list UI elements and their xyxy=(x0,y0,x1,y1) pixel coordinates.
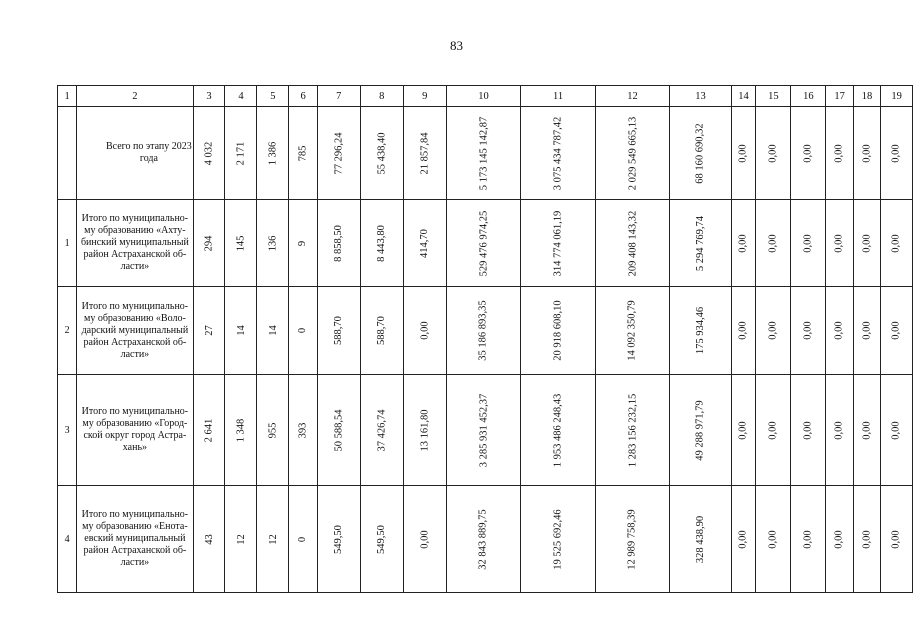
cell-value: 37 426,74 xyxy=(376,409,388,451)
cell-value: 0,00 xyxy=(861,143,873,163)
value-cell xyxy=(225,287,257,375)
cell-value: 3 285 931 452,37 xyxy=(478,393,490,467)
cell-value: 1 386 xyxy=(267,141,279,165)
cell-value: 1 283 156 232,15 xyxy=(627,393,639,467)
value-cell xyxy=(225,107,257,200)
value-cell xyxy=(257,200,289,287)
cell-value: 0,00 xyxy=(737,321,749,340)
cell-value: 20 918 608,10 xyxy=(552,300,564,361)
column-number: 11 xyxy=(521,86,596,107)
column-number: 7 xyxy=(317,86,360,107)
cell-value: 0,00 xyxy=(767,529,779,549)
value-cell xyxy=(193,375,225,486)
value-cell xyxy=(403,287,446,375)
column-number: 15 xyxy=(756,86,791,107)
column-number: 3 xyxy=(193,86,225,107)
value-cell xyxy=(521,375,596,486)
value-cell xyxy=(756,375,791,486)
value-cell xyxy=(670,287,731,375)
municipality-name: Всего по этапу 2023 года xyxy=(77,107,193,200)
cell-value: 14 xyxy=(267,325,279,336)
value-cell xyxy=(756,107,791,200)
cell-value: 27 xyxy=(203,325,215,336)
value-cell xyxy=(521,107,596,200)
cell-value: 549,50 xyxy=(376,524,388,554)
cell-value: 0,00 xyxy=(737,143,749,163)
value-cell xyxy=(791,107,826,200)
value-cell xyxy=(670,375,731,486)
value-cell xyxy=(826,200,853,287)
cell-value: 32 843 889,75 xyxy=(478,508,490,570)
value-cell xyxy=(881,375,913,486)
row-number: 1 xyxy=(58,200,77,287)
cell-value: 314 774 061,19 xyxy=(552,210,564,276)
cell-value: 8 858,50 xyxy=(333,224,345,262)
value-cell xyxy=(403,375,446,486)
value-cell xyxy=(360,375,403,486)
cell-value: 21 857,84 xyxy=(419,132,431,174)
column-number: 19 xyxy=(881,86,913,107)
value-cell xyxy=(731,107,756,200)
cell-value: 0,00 xyxy=(861,529,873,549)
row-number: 3 xyxy=(58,375,77,486)
cell-value: 0,00 xyxy=(802,233,814,253)
table-row xyxy=(58,107,913,200)
value-cell xyxy=(193,287,225,375)
value-cell xyxy=(317,486,360,593)
cell-value: 50 588,54 xyxy=(333,409,345,451)
value-cell xyxy=(193,107,225,200)
value-cell xyxy=(731,287,756,375)
row-number xyxy=(58,107,77,200)
value-cell xyxy=(289,287,317,375)
cell-value: 43 xyxy=(203,533,215,545)
value-cell xyxy=(595,107,670,200)
cell-value: 4 032 xyxy=(203,141,215,165)
value-cell xyxy=(791,287,826,375)
value-cell xyxy=(756,486,791,593)
value-cell xyxy=(403,486,446,593)
data-table xyxy=(57,85,913,593)
value-cell xyxy=(853,107,880,200)
value-cell xyxy=(360,287,403,375)
value-cell xyxy=(791,200,826,287)
value-cell xyxy=(756,200,791,287)
cell-value: 0,00 xyxy=(891,143,903,163)
column-number: 10 xyxy=(446,86,521,107)
column-number: 2 xyxy=(77,86,193,107)
cell-value: 0,00 xyxy=(419,529,431,549)
cell-value: 1 348 xyxy=(235,418,247,442)
value-cell xyxy=(595,375,670,486)
cell-value: 0,00 xyxy=(834,143,846,163)
cell-value: 2 029 549 665,13 xyxy=(627,116,639,190)
cell-value: 12 989 758,39 xyxy=(627,508,639,570)
cell-value: 175 934,46 xyxy=(694,306,706,355)
cell-value: 0,00 xyxy=(834,233,846,253)
value-cell xyxy=(731,200,756,287)
value-cell xyxy=(403,107,446,200)
value-cell xyxy=(257,486,289,593)
value-cell xyxy=(826,287,853,375)
value-cell xyxy=(881,107,913,200)
cell-value: 68 160 690,32 xyxy=(694,122,706,184)
cell-value: 0,00 xyxy=(802,529,814,549)
value-cell xyxy=(595,486,670,593)
municipality-name: Итого по муниципально-му образованию «Город-ской округ город Астра-хань» xyxy=(77,375,193,486)
value-cell xyxy=(446,375,521,486)
value-cell xyxy=(853,486,880,593)
cell-value: 0,00 xyxy=(834,420,846,440)
cell-value: 55 438,40 xyxy=(376,132,388,174)
cell-value: 12 xyxy=(235,533,247,545)
column-number: 9 xyxy=(403,86,446,107)
cell-value: 0,00 xyxy=(861,233,873,253)
value-cell xyxy=(317,287,360,375)
value-cell xyxy=(670,200,731,287)
value-cell xyxy=(521,287,596,375)
cell-value: 14 092 350,79 xyxy=(627,300,639,361)
cell-value: 19 525 692,46 xyxy=(552,508,564,570)
table-row xyxy=(58,287,913,375)
cell-value: 1 953 486 248,43 xyxy=(552,393,564,467)
value-cell xyxy=(289,107,317,200)
cell-value: 588,70 xyxy=(376,316,388,345)
value-cell xyxy=(289,486,317,593)
cell-value: 0,00 xyxy=(767,321,779,340)
cell-value: 0,00 xyxy=(737,420,749,440)
value-cell xyxy=(881,200,913,287)
value-cell xyxy=(360,200,403,287)
value-cell xyxy=(595,200,670,287)
value-cell xyxy=(731,375,756,486)
value-cell xyxy=(225,486,257,593)
cell-value: 414,70 xyxy=(419,228,431,258)
table-row xyxy=(58,486,913,593)
cell-value: 955 xyxy=(267,422,279,438)
value-cell xyxy=(521,486,596,593)
cell-value: 0,00 xyxy=(767,420,779,440)
cell-value: 0,00 xyxy=(834,529,846,549)
cell-value: 0,00 xyxy=(834,321,846,340)
cell-value: 0,00 xyxy=(767,233,779,253)
cell-value: 0 xyxy=(297,536,309,542)
value-cell xyxy=(670,486,731,593)
value-cell xyxy=(791,375,826,486)
municipality-name: Итого по муниципально-му образованию «Ахту-бинский муниципальный район Астраханской об-ласти» xyxy=(77,200,193,287)
value-cell xyxy=(360,107,403,200)
cell-value: 294 xyxy=(203,235,215,251)
value-cell xyxy=(446,107,521,200)
cell-value: 0,00 xyxy=(737,529,749,549)
value-cell xyxy=(317,200,360,287)
column-number: 14 xyxy=(731,86,756,107)
value-cell xyxy=(756,287,791,375)
value-cell xyxy=(826,107,853,200)
value-cell xyxy=(403,200,446,287)
cell-value: 0,00 xyxy=(891,529,903,549)
cell-value: 13 161,80 xyxy=(419,409,431,451)
column-number: 12 xyxy=(595,86,670,107)
value-cell xyxy=(257,375,289,486)
cell-value: 49 288 971,79 xyxy=(694,399,706,461)
municipality-name: Итого по муниципально-му образованию «Воло-дарский муниципальный район Астраханской об-ласти» xyxy=(77,287,193,375)
value-cell xyxy=(881,486,913,593)
cell-value: 0,00 xyxy=(861,420,873,440)
table-row xyxy=(58,200,913,287)
cell-value: 145 xyxy=(235,235,247,251)
value-cell xyxy=(670,107,731,200)
cell-value: 8 443,80 xyxy=(376,224,388,262)
cell-value: 0,00 xyxy=(767,143,779,163)
header-row xyxy=(58,86,913,107)
column-number: 17 xyxy=(826,86,853,107)
cell-value: 209 408 143,32 xyxy=(627,210,639,276)
cell-value: 785 xyxy=(297,145,309,161)
value-cell xyxy=(881,287,913,375)
cell-value: 529 476 974,25 xyxy=(478,210,490,276)
value-cell xyxy=(193,200,225,287)
column-number: 5 xyxy=(257,86,289,107)
value-cell xyxy=(826,486,853,593)
cell-value: 3 075 434 787,42 xyxy=(552,116,564,190)
value-cell xyxy=(446,486,521,593)
cell-value: 549,50 xyxy=(333,524,345,554)
value-cell xyxy=(225,375,257,486)
value-cell xyxy=(317,107,360,200)
cell-value: 136 xyxy=(267,235,279,251)
value-cell xyxy=(826,375,853,486)
row-number: 2 xyxy=(58,287,77,375)
row-number: 4 xyxy=(58,486,77,593)
cell-value: 0,00 xyxy=(802,143,814,163)
cell-value: 0,00 xyxy=(861,321,873,340)
cell-value: 9 xyxy=(297,240,309,246)
value-cell xyxy=(225,200,257,287)
column-number: 8 xyxy=(360,86,403,107)
cell-value: 328 438,90 xyxy=(694,515,706,563)
cell-value: 77 296,24 xyxy=(333,132,345,174)
cell-value: 12 xyxy=(267,533,279,545)
cell-value: 0,00 xyxy=(891,321,903,340)
value-cell xyxy=(853,287,880,375)
value-cell xyxy=(853,200,880,287)
cell-value: 0,00 xyxy=(737,233,749,253)
cell-value: 2 641 xyxy=(203,418,215,442)
value-cell xyxy=(446,200,521,287)
column-number: 6 xyxy=(289,86,317,107)
cell-value: 35 186 893,35 xyxy=(478,300,490,361)
cell-value: 2 171 xyxy=(235,141,247,165)
cell-value: 588,70 xyxy=(333,316,345,345)
value-cell xyxy=(595,287,670,375)
column-number: 1 xyxy=(58,86,77,107)
value-cell xyxy=(791,486,826,593)
cell-value: 0,00 xyxy=(891,233,903,253)
value-cell xyxy=(257,287,289,375)
column-number: 18 xyxy=(853,86,880,107)
column-number: 16 xyxy=(791,86,826,107)
cell-value: 0,00 xyxy=(419,321,431,340)
cell-value: 0,00 xyxy=(802,420,814,440)
cell-value: 0,00 xyxy=(802,321,814,340)
page-number: 83 xyxy=(450,38,463,53)
value-cell xyxy=(317,375,360,486)
value-cell xyxy=(289,200,317,287)
column-number: 13 xyxy=(670,86,731,107)
value-cell xyxy=(257,107,289,200)
value-cell xyxy=(360,486,403,593)
value-cell xyxy=(446,287,521,375)
cell-value: 14 xyxy=(235,325,247,336)
value-cell xyxy=(731,486,756,593)
cell-value: 5 173 145 142,87 xyxy=(478,116,490,190)
cell-value: 393 xyxy=(297,422,309,438)
value-cell xyxy=(289,375,317,486)
value-cell xyxy=(853,375,880,486)
cell-value: 5 294 769,74 xyxy=(694,215,706,271)
cell-value: 0 xyxy=(297,327,309,334)
value-cell xyxy=(193,486,225,593)
table-row xyxy=(58,375,913,486)
value-cell xyxy=(521,200,596,287)
column-number: 4 xyxy=(225,86,257,107)
cell-value: 0,00 xyxy=(891,420,903,440)
municipality-name: Итого по муниципально-му образованию «Енота-евский муниципальный район Астраханской об-ласти» xyxy=(77,486,193,593)
